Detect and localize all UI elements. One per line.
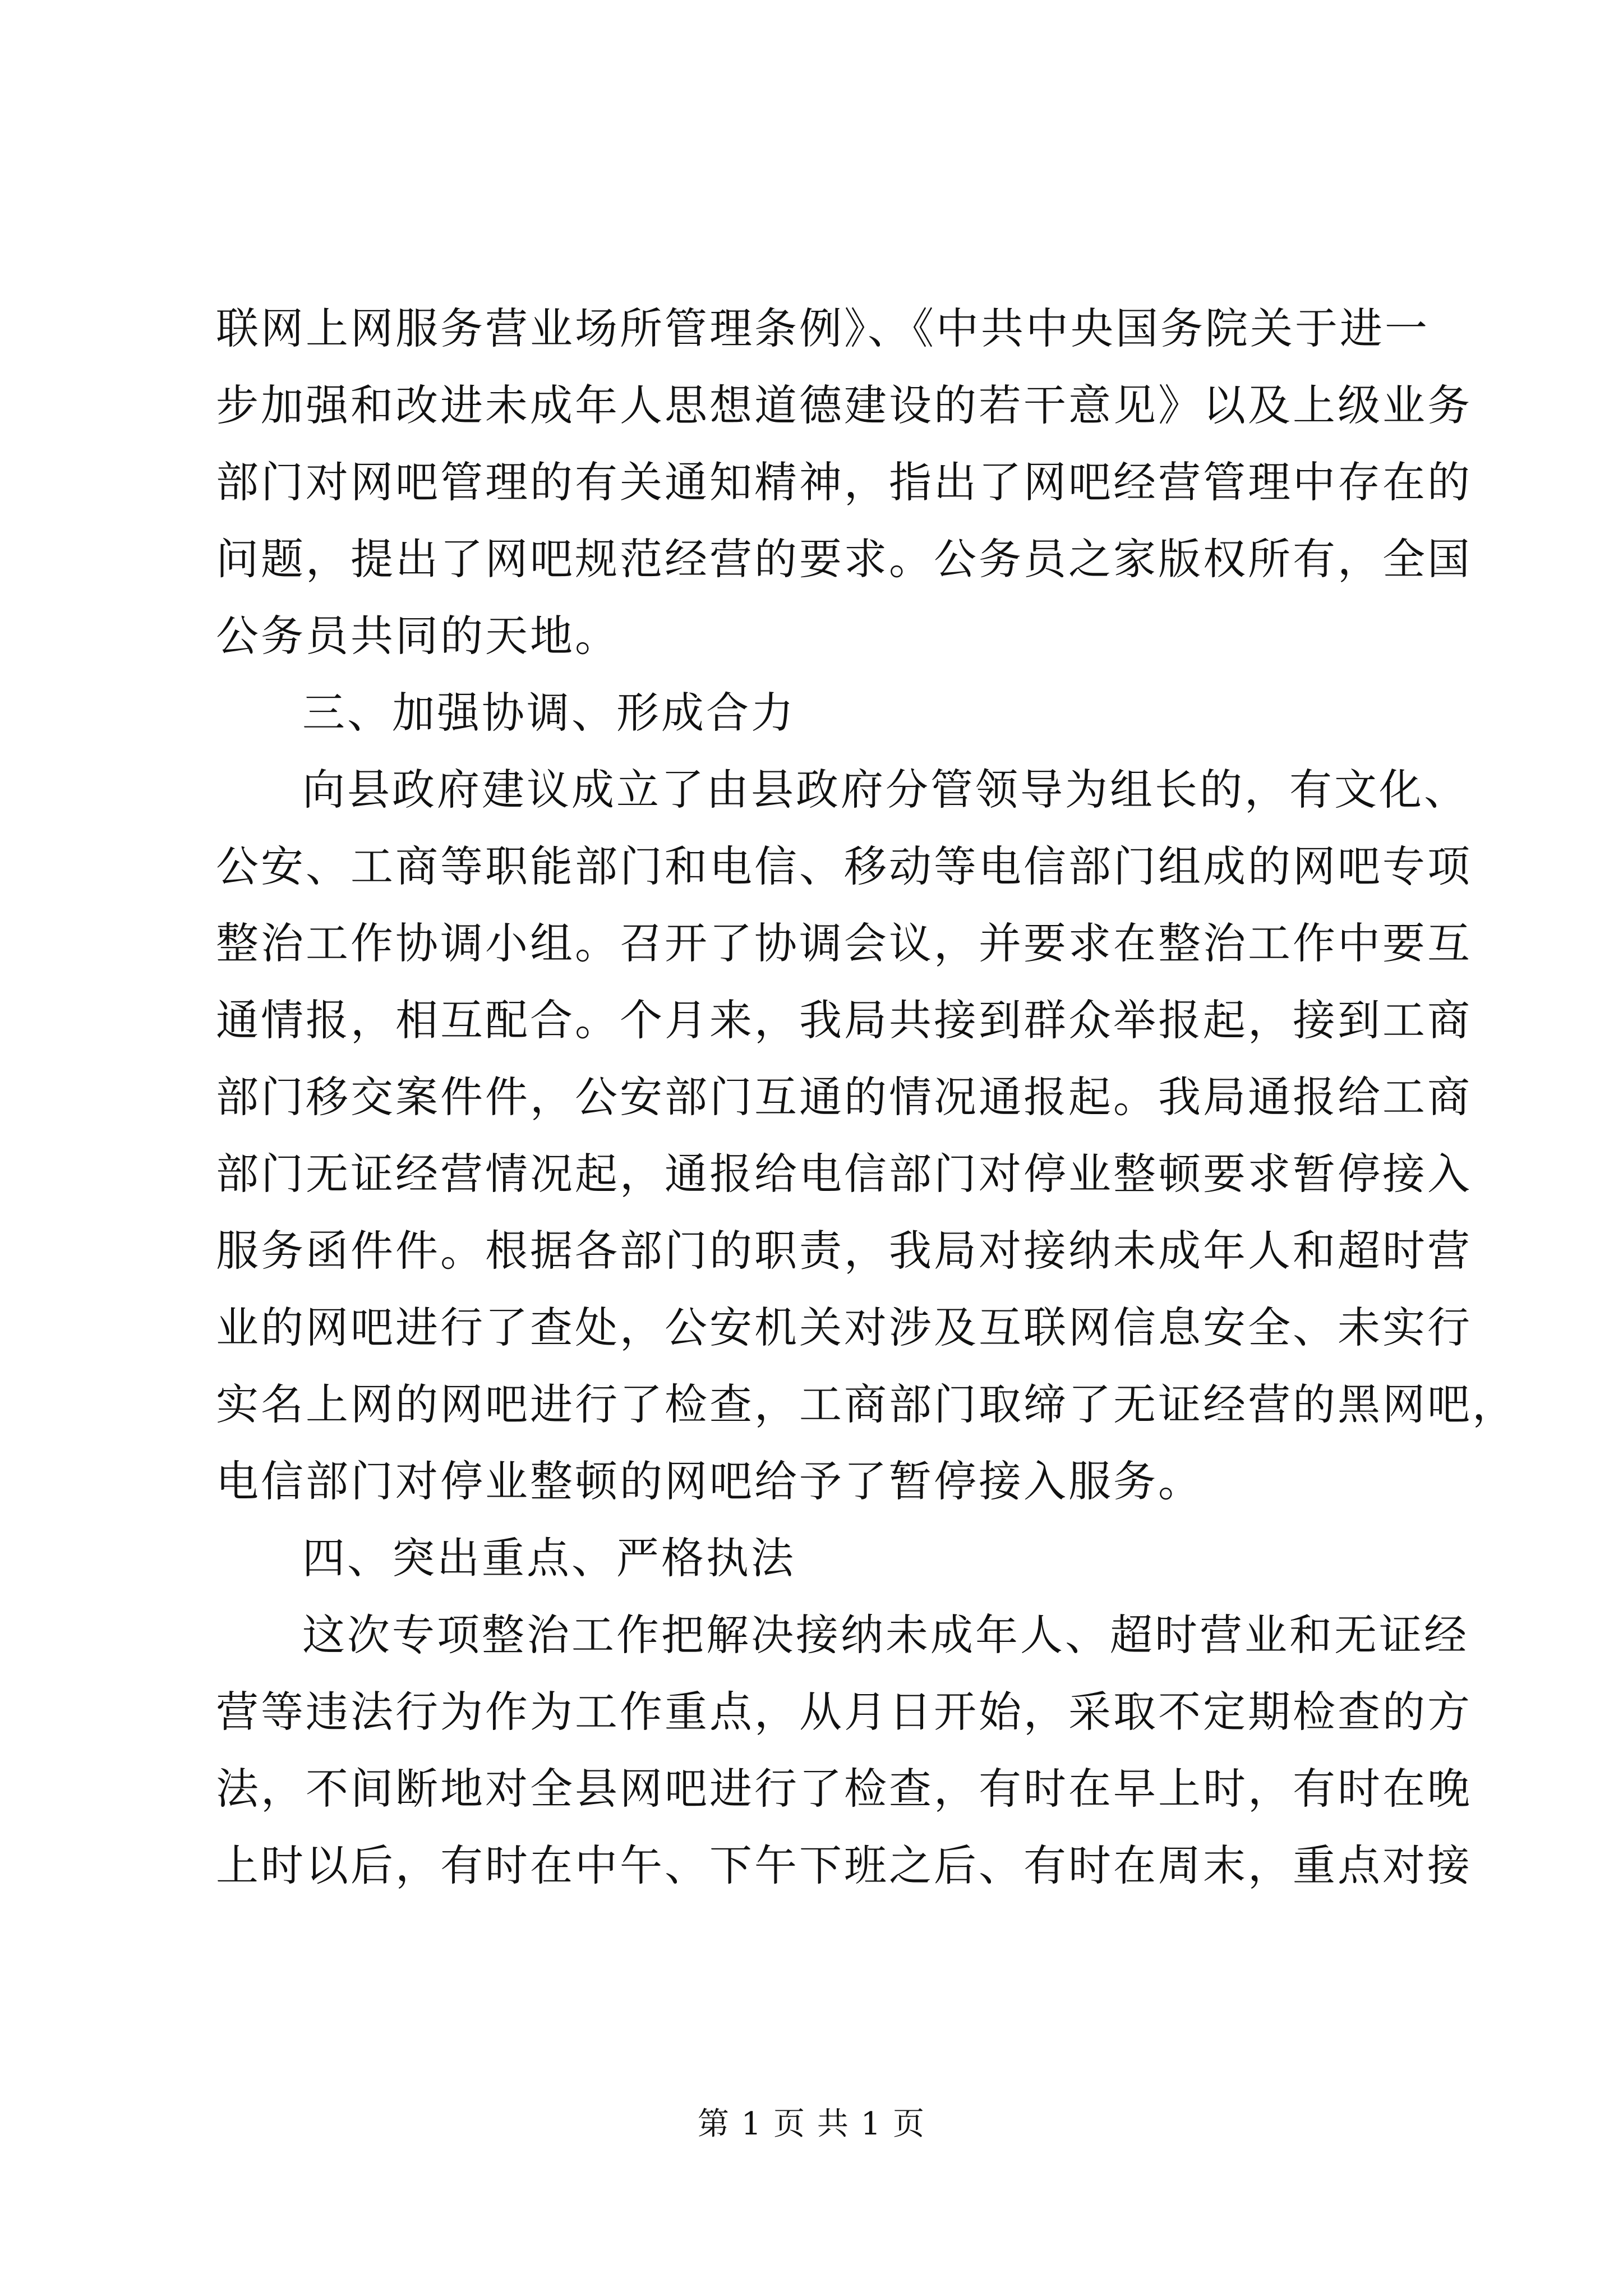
body-line: 实名上网的网吧进行了检查，工商部门取缔了无证经营的黑网吧， xyxy=(216,1379,1517,1429)
body-line: 服务函件件。根据各部门的职责，我局对接纳未成年人和超时营 xyxy=(216,1226,1472,1276)
body-line: 步加强和改进未成年人思想道德建设的若干意见》以及上级业务 xyxy=(216,380,1472,430)
body-line: 联网上网服务营业场所管理条例》、《中共中央国务院关于进一 xyxy=(216,303,1430,353)
body-line: 法，不间断地对全县网吧进行了检查，有时在早上时，有时在晚 xyxy=(216,1764,1472,1814)
section-heading: 三、加强协调、形成合力 xyxy=(302,688,796,738)
page-footer: 第 1 页 共 1 页 xyxy=(697,2106,926,2142)
body-line: 部门对网吧管理的有关通知精神，指出了网吧经营管理中存在的 xyxy=(216,457,1472,507)
body-line: 向县政府建议成立了由县政府分管领导为组长的，有文化、 xyxy=(302,765,1469,815)
body-line: 整治工作协调小组。召开了协调会议，并要求在整治工作中要互 xyxy=(216,918,1472,968)
body-line: 公务员共同的天地。 xyxy=(216,611,620,661)
body-line: 营等违法行为作为工作重点，从月日开始，采取不定期检查的方 xyxy=(216,1687,1472,1737)
body-line: 上时以后，有时在中午、下午下班之后、有时在周末，重点对接 xyxy=(216,1841,1472,1890)
body-line: 电信部门对停业整顿的网吧给予了暂停接入服务。 xyxy=(216,1456,1203,1506)
body-line: 业的网吧进行了查处，公安机关对涉及互联网信息安全、未实行 xyxy=(216,1303,1472,1352)
body-line: 这次专项整治工作把解决接纳未成年人、超时营业和无证经 xyxy=(302,1610,1469,1660)
body-line: 部门无证经营情况起，通报给电信部门对停业整顿要求暂停接入 xyxy=(216,1149,1472,1199)
body-line: 公安、工商等职能部门和电信、移动等电信部门组成的网吧专项 xyxy=(216,841,1472,891)
document-body xyxy=(216,300,1517,1914)
body-line: 通情报，相互配合。个月来，我局共接到群众举报起，接到工商 xyxy=(216,995,1472,1045)
section-heading: 四、突出重点、严格执法 xyxy=(302,1533,796,1583)
body-line: 问题，提出了网吧规范经营的要求。公务员之家版权所有，全国 xyxy=(216,534,1472,584)
body-line: 部门移交案件件，公安部门互通的情况通报起。我局通报给工商 xyxy=(216,1072,1472,1122)
